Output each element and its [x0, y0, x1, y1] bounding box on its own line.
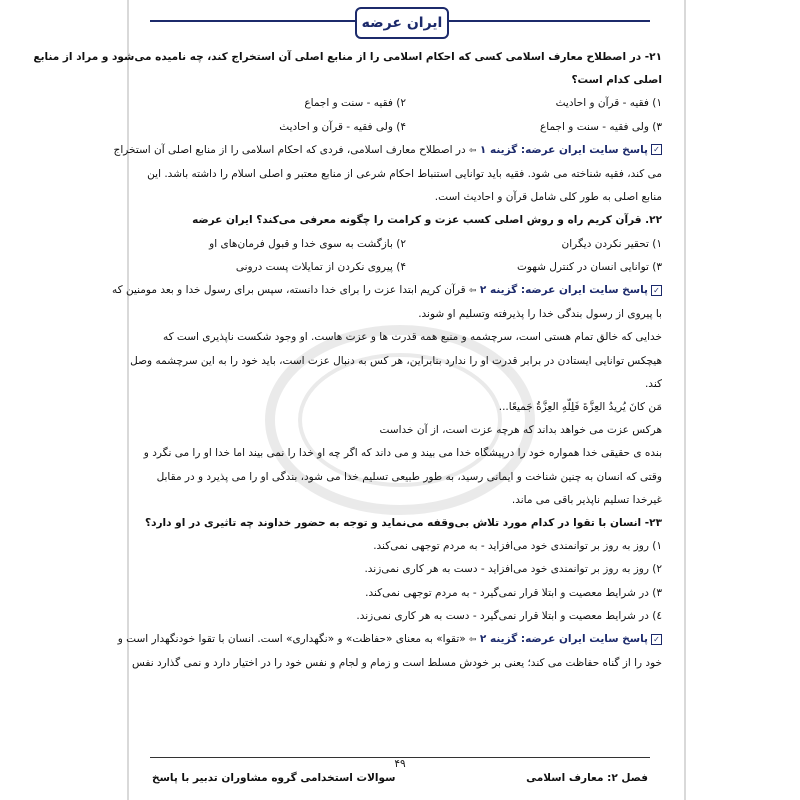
answer-line [112, 279, 662, 303]
option: ٤) در شرایط معصیت و ابتلا قرار نمی‌گیرد - دست به هر کاری نمی‌زند. [356, 609, 662, 622]
option: ۱) تحقیر نکردن دیگران [561, 237, 662, 250]
arrow-icon: ⇦ [469, 145, 477, 156]
option: ۳) در شرایط معصیت و ابتلا قرار نمی‌گیرد - به مردم توجهی نمی‌کند. [365, 586, 662, 599]
answer-line [113, 139, 662, 163]
answer-label: پاسخ سایت ایران عرضه: گزینه ۲ [479, 633, 648, 646]
question-21 [33, 46, 662, 209]
answer-text: قرآن کریم ابتدا عزت را برای خدا دانسته، سپس برای رسول خدا و بعد مومنین که [112, 284, 470, 297]
answer-label: پاسخ سایت ایران عرضه: گزینه ۱ [479, 143, 648, 156]
answer-text: وقتی که انسان به چنین شناخت و ایمانی رسید، به طور طبیعی تسلیم خدا می شود، بندگی او را می پذیرد و در مقابل [156, 470, 662, 483]
option: ۲) فقیه - سنت و اجماع [304, 97, 406, 110]
checkbox-icon: ✓ [651, 144, 662, 155]
options-row [150, 233, 662, 256]
answer-text: هرکس عزت می خواهد بداند که هرچه عزت است، از آن خداست [379, 424, 662, 437]
question-text: ۲۱- در اصطلاح معارف اسلامی کسی که احکام اسلامی را از منابع اصلی آن استخراج کند، چه نامیده می‌شود و مراد از منابع [33, 51, 662, 63]
option: ۴) پیروی نکردن از تمایلات پست درونی [235, 260, 406, 273]
options-row [150, 116, 662, 139]
checkbox-icon: ✓ [651, 634, 662, 645]
answer-text: منابع اصلی به طور کلی شامل قرآن و احادیث است. [434, 191, 662, 204]
page-frame-left [127, 0, 129, 800]
options-row [150, 92, 662, 115]
question-text: ۲۲. قرآن کریم راه و روش اصلی کسب عزت و کرامت را چگونه معرفی می‌کند؟ ایران عرضه [192, 214, 662, 227]
page-footer [150, 758, 650, 798]
page-frame-right [684, 0, 686, 800]
page-content [33, 46, 662, 675]
question-text: ۲۳- انسان با تقوا در کدام مورد تلاش بی‌وقفه می‌نماید و توجه به حضور خداوند چه تاثیری در او دارد؟ [145, 517, 662, 530]
arrow-icon: ⇦ [469, 286, 477, 297]
option: ۱) فقیه - قرآن و احادیث [555, 97, 662, 110]
site-logo [355, 7, 449, 39]
book-title: سوالات استخدامی گروه مشاوران تدبیر با پاسخ [152, 772, 396, 784]
answer-line [117, 628, 662, 652]
option: ۴) ولی فقیه - قرآن و احادیث [279, 120, 406, 133]
checkbox-icon: ✓ [651, 285, 662, 296]
answer-text: با پیروی از رسول بندگی خدا را پذیرفته وتسلیم او شوند. [418, 308, 662, 321]
answer-text: بنده ی حقیقی خدا همواره خود را درپیشگاه خدا می بیند و می داند که اگر چه او خدا را نمی بیند اما خدا او را می نگرد و [143, 447, 662, 460]
answer-text: در اصطلاح معارف اسلامی، فردی که احکام اسلامی را از منابع اصلی آن استخراج [113, 143, 470, 156]
option: ۲) روز به روز بر توانمندی خود می‌افزاید - دست به هر کاری نمی‌زند. [364, 563, 662, 576]
question-23 [117, 512, 662, 675]
answer-text: خود را از گناه حفاظت می کند؛ یعنی بر خودش مسلط است و زمام و لجام و نفس خود را در اختیار دارد و نمی گذارد نفس [132, 657, 662, 670]
answer-text: غیرخدا تسلیم ناپذیر باقی می ماند. [511, 493, 662, 506]
options-row [150, 256, 662, 279]
arrow-icon: ⇦ [469, 635, 477, 646]
option: ۳) ولی فقیه - سنت و اجماع [540, 120, 662, 133]
question-text: اصلی کدام است؟ [571, 74, 662, 87]
answer-text: هیچکس توانایی ایستادن در برابر قدرت او را ندارد بنابراین، هر کس به دنبال عزت است، باید خود را به این سرچشمه وصل [130, 354, 662, 367]
option: ۲) بازگشت به سوی خدا و قبول فرمان‌های او [209, 237, 406, 250]
answer-text: خدایی که خالق تمام هستی است، سرچشمه و منبع همه قدرت ها و عزت هاست. او وجود شکست ناپذیری است که [162, 331, 662, 344]
option: ۱) روز به روز بر توانمندی خود می‌افزاید - به مردم توجهی نمی‌کند. [373, 540, 662, 553]
option: ۳) توانایی انسان در کنترل شهوت [516, 260, 662, 273]
site-logo-text: ایران عرضه [361, 15, 443, 31]
page-number: ۴۹ [394, 758, 406, 770]
answer-label: پاسخ سایت ایران عرضه: گزینه ۲ [479, 284, 648, 297]
answer-text: کند. [644, 377, 662, 390]
answer-text: می کند، فقیه شناخته می شود. فقیه باید توانایی استنباط احکام شرعی از منابع معتبر و اصلی اسلام را داشته باشد. این [147, 168, 662, 181]
question-22 [112, 209, 662, 512]
quran-verse: مَن کانَ یُریدُ العِزَّةَ فَلِلّهِ العِزَّةُ جَمیعًا... [498, 401, 662, 414]
chapter-title: فصل ۲: معارف اسلامی [526, 772, 648, 784]
answer-text: «تقوا» به معنای «حفاظت» و «نگهداری» است. انسان با تقوا خودنگهدار است و [117, 633, 470, 646]
